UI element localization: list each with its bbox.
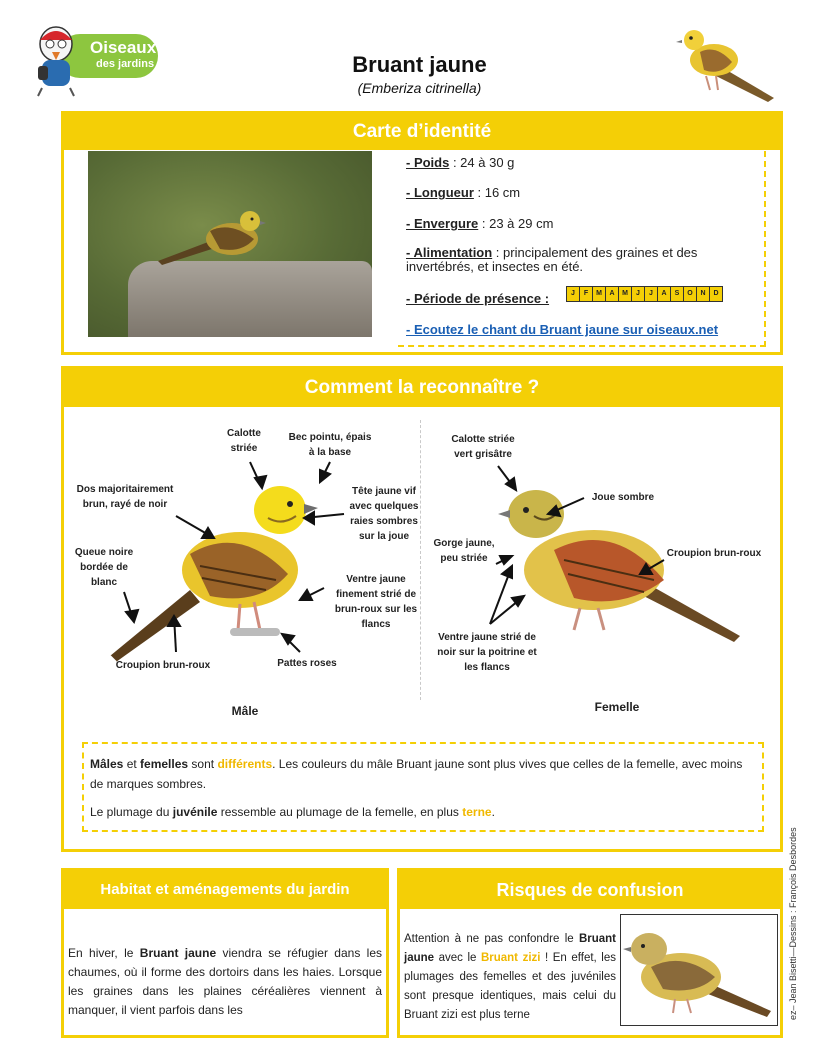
female-label-joue: Joue sombre xyxy=(591,492,655,503)
fact-envergure-value: : 23 à 29 cm xyxy=(478,216,554,231)
female-label-gorge: Gorge jaune, peu striée xyxy=(433,538,495,564)
habitat-text xyxy=(68,944,382,1020)
recognize-note-box xyxy=(82,742,764,832)
male-label-calotte: Calotte striée xyxy=(227,428,261,454)
identity-heading: Carte d’identité xyxy=(64,114,780,150)
fact-envergure-label: - Envergure xyxy=(406,216,479,231)
confusion-photo xyxy=(620,914,778,1026)
month-cell: J xyxy=(632,287,645,301)
habitat-heading: Habitat et aménagements du jardin xyxy=(64,871,386,909)
month-cell: J xyxy=(567,287,580,301)
zizi-bird-illustration xyxy=(621,915,777,1025)
confusion-other-species: Bruant zizi xyxy=(480,952,541,964)
fact-alimentation-value: : principalement des graines et des invertébrés, et insectes en été. xyxy=(406,245,698,274)
song-link[interactable]: - Ecoutez le chant du Bruant jaune sur oiseaux.net xyxy=(406,322,719,337)
logo-text-bottom: des jardins xyxy=(96,58,155,70)
month-cell: A xyxy=(658,287,671,301)
month-cell: M xyxy=(619,287,632,301)
note-text: . xyxy=(491,805,495,819)
male-label-pattes: Pattes roses xyxy=(277,658,337,669)
female-caption: Femelle xyxy=(594,700,640,714)
note-text: sont xyxy=(188,757,218,771)
confusion-text-1: Attention à ne pas confondre le xyxy=(404,933,579,945)
habitat-species: Bruant jaune xyxy=(139,946,217,960)
fact-poids-value: : 24 à 30 g xyxy=(449,155,515,170)
note-different: différents xyxy=(217,757,273,771)
month-cell: J xyxy=(645,287,658,301)
month-cell: A xyxy=(606,287,619,301)
recognize-heading: Comment la reconnaître ? xyxy=(64,369,780,407)
male-caption: Mâle xyxy=(231,704,259,718)
confusion-text xyxy=(404,930,616,1025)
confusion-species: Bruant jaune xyxy=(404,933,616,964)
female-label-calotte: Calotte striée vert grisâtre xyxy=(451,434,515,460)
fact-longueur-value: : 16 cm xyxy=(473,185,521,200)
note-text: . Les couleurs du mâle Bruant jaune sont plus vives que celles de la femelle, avec moins de marques sombres. xyxy=(90,757,743,791)
fact-poids-label: - Poids xyxy=(406,155,450,170)
fact-longueur-label: - Longueur xyxy=(406,185,474,200)
note-paragraph-2 xyxy=(90,802,756,822)
note-text: ressemble au plumage de la femelle, en plus xyxy=(217,805,463,819)
month-cell: D xyxy=(710,287,722,301)
credits: ez– Jean Bisetti—Dessins : François Desbordes xyxy=(788,827,798,1020)
note-terne: terne xyxy=(462,805,492,819)
month-cell: F xyxy=(580,287,593,301)
male-label-croupion: Croupion brun-roux xyxy=(115,660,211,671)
page-subtitle: (Emberiza citrinella) xyxy=(357,80,482,96)
habitat-text-1: En hiver, le xyxy=(68,946,140,960)
male-label-tete: Tête jaune vif avec quelques raies sombres sur la joue xyxy=(349,486,419,542)
note-juvenile: juvénile xyxy=(172,805,218,819)
female-label-ventre: Ventre jaune strié de noir sur la poitrine et les flancs xyxy=(437,632,537,673)
confusion-heading: Risques de confusion xyxy=(400,871,780,909)
note-male: Mâles xyxy=(90,757,124,771)
month-cell: N xyxy=(697,287,710,301)
logo-text-top: Oiseaux xyxy=(90,38,157,57)
page-title: Bruant jaune xyxy=(352,52,487,77)
confusion-text-2: avec le xyxy=(434,952,481,964)
male-label-ventre: Ventre jaune finement strié de brun-roux sur les flancs xyxy=(334,574,418,630)
month-cell: M xyxy=(593,287,606,301)
note-paragraph-1 xyxy=(90,754,756,794)
note-text: Le plumage du xyxy=(90,805,173,819)
male-label-bec: Bec pointu, épais à la base xyxy=(288,432,372,458)
month-cell: O xyxy=(684,287,697,301)
confusion-text-3: ! En effet, les plumages des femelles et des juvéniles sont presque identiques, mais celui du Bruant zizi est plus terne xyxy=(404,952,616,1021)
fact-alimentation-label: - Alimentation xyxy=(406,245,493,260)
male-label-queue: Queue noire bordée de blanc xyxy=(74,547,134,588)
month-cell: S xyxy=(671,287,684,301)
female-label-croupion: Croupion brun-roux xyxy=(666,548,762,559)
note-text: et xyxy=(123,757,141,771)
note-female: femelles xyxy=(140,757,189,771)
habitat-text-2: viendra se réfugier dans les chaumes, où il forme des dortoirs dans les haies. Lorsque les graines dans les plaines céréalières viennent à manquer, il vient parfois dans les xyxy=(68,946,383,1017)
fact-presence-label: - Période de présence : xyxy=(406,291,550,306)
male-label-dos: Dos majoritairement brun, rayé de noir xyxy=(76,484,174,510)
